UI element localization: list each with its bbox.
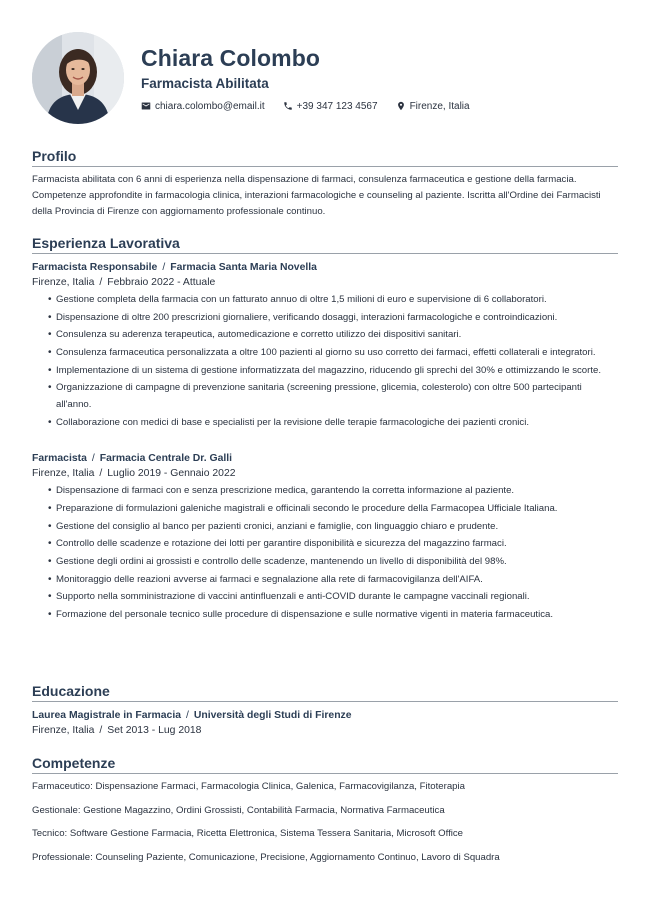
education-meta: Firenze, Italia / Set 2013 - Lug 2018 xyxy=(32,725,202,736)
list-item: • Gestione degli ordini ai grossisti e controllo delle scadenze, mantenendo un livello di disponibilità del 98%. xyxy=(48,554,618,571)
contact-location-text: Firenze, Italia xyxy=(409,100,470,112)
list-item: • Consulenza farmaceutica personalizzata a oltre 100 pazienti al giorno su uso corretto dei farmaci, effetti collaterali e integratori. xyxy=(48,345,618,362)
list-item: • Supporto nella somministrazione di vaccini antinfluenzali e anti-COVID durante le campagne vaccinali regionali. xyxy=(48,589,618,606)
phone-icon xyxy=(283,101,293,111)
mail-icon xyxy=(141,101,151,111)
skill-line: Farmaceutico: Dispensazione Farmaci, Farmacologia Clinica, Galenica, Farmacovigilanza, Fitoterapia xyxy=(32,781,465,792)
list-item: • Dispensazione di farmaci con e senza prescrizione medica, garantendo la corretta informazione al paziente. xyxy=(48,483,618,500)
contact-bar xyxy=(141,99,488,113)
job-title: Farmacista Abilitata xyxy=(141,76,269,91)
education-location: Firenze, Italia xyxy=(32,725,95,736)
job-entry xyxy=(32,451,618,623)
education-heading: Laurea Magistrale in Farmacia / Università degli Studi di Firenze xyxy=(32,710,352,721)
education-degree: Laurea Magistrale in Farmacia xyxy=(32,710,181,721)
experience-section xyxy=(32,235,618,625)
contact-email[interactable] xyxy=(141,101,265,112)
section-title-profile: Profilo xyxy=(32,148,618,167)
contact-phone[interactable] xyxy=(283,101,378,112)
job-role: Farmacista xyxy=(32,453,87,465)
list-item: • Dispensazione di oltre 200 prescrizioni giornaliere, verificando dosaggi, interazioni farmacologiche e controindicazioni. xyxy=(48,310,618,327)
skill-line: Tecnico: Software Gestione Farmacia, Ricetta Elettronica, Sistema Tessera Sanitaria, Microsoft Office xyxy=(32,828,464,839)
contact-phone-text: +39 347 123 4567 xyxy=(296,100,378,112)
job-company: Farmacia Santa Maria Novella xyxy=(170,262,317,273)
skill-line: Gestionale: Gestione Magazzino, Ordini Grossisti, Contabilità Farmacia, Normativa Farmaceutica xyxy=(32,804,445,816)
job-heading: Farmacista Responsabile / Farmacia Santa Maria Novella xyxy=(32,262,317,273)
list-item: • Preparazione di formulazioni galeniche magistrali e officinali secondo le procedure della Farmacopea Ufficiale Italiana. xyxy=(48,501,618,518)
section-title-education: Educazione xyxy=(32,683,618,702)
profile-section xyxy=(32,148,618,220)
list-item: • Collaborazione con medici di base e specialisti per la revisione delle terapie farmacologiche dei pazienti cronici. xyxy=(48,415,618,432)
job-entry xyxy=(32,260,618,431)
person-name: Chiara Colombo xyxy=(141,45,321,71)
education-section xyxy=(32,683,618,740)
job-location: Firenze, Italia xyxy=(32,277,95,288)
list-item: • Organizzazione di campagne di prevenzione sanitaria (screening pressione, glicemia, colesterolo) con oltre 500 partecipanti all'anno. xyxy=(48,380,618,413)
list-item: • Gestione completa della farmacia con un fatturato annuo di oltre 1,5 milioni di euro e supervisione di 6 collaboratori. xyxy=(48,292,618,309)
list-item: • Gestione del consiglio al banco per pazienti cronici, anziani e famiglie, con linguaggio chiaro e prudente. xyxy=(48,519,618,536)
education-period: Set 2013 - Lug 2018 xyxy=(107,725,202,736)
job-company: Farmacia Centrale Dr. Galli xyxy=(99,453,233,465)
job-period: Febbraio 2022 - Attuale xyxy=(107,277,216,288)
list-item: • Implementazione di un sistema di gestione informatizzata del magazzino, riducendo gli sprechi del 30% e ottimizzando le scorte. xyxy=(48,363,618,380)
avatar xyxy=(32,32,124,124)
job-meta: Firenze, Italia / Febbraio 2022 - Attuale xyxy=(32,277,216,288)
list-item: • Formazione del personale tecnico sulle procedure di dispensazione e sulle normative vigenti in materia farmaceutica. xyxy=(48,607,618,624)
job-bullets xyxy=(32,483,618,623)
job-bullets xyxy=(32,292,618,431)
job-meta: Firenze, Italia / Luglio 2019 - Gennaio 2022 xyxy=(32,468,236,480)
skills-section xyxy=(32,755,618,873)
pin-icon xyxy=(396,101,406,111)
education-school: Università degli Studi di Firenze xyxy=(193,710,352,721)
portrait-photo xyxy=(32,32,124,124)
resume-header xyxy=(32,32,622,124)
list-item: • Consulenza su aderenza terapeutica, automedicazione e corretto utilizzo dei dispositivi sanitari. xyxy=(48,327,618,344)
list-item: • Controllo delle scadenze e rotazione dei lotti per garantire disponibilità e sicurezza del magazzino farmaci. xyxy=(48,536,618,553)
job-role: Farmacista Responsabile xyxy=(32,262,158,273)
contact-email-text: chiara.colombo@email.it xyxy=(155,100,265,112)
job-period: Luglio 2019 - Gennaio 2022 xyxy=(107,468,236,480)
job-heading: Farmacista / Farmacia Centrale Dr. Galli xyxy=(32,453,233,465)
section-title-skills: Competenze xyxy=(32,755,618,774)
skill-line: Professionale: Counseling Paziente, Comunicazione, Precisione, Aggiornamento Continuo, Lavoro di Squadra xyxy=(32,851,500,863)
job-location: Firenze, Italia xyxy=(32,468,95,480)
section-title-experience: Esperienza Lavorativa xyxy=(32,235,618,254)
education-entry xyxy=(32,708,618,738)
contact-location xyxy=(396,101,470,112)
profile-text: Farmacista abilitata con 6 anni di esperienza nella dispensazione di farmaci, consulenza farmaceutica e gestione della farmacia. Competenze approfondite in farmacologia clinica, interazioni farmacologiche e counseling al paziente. Iscritta all'Ordine dei Farmacisti della Provincia di Firenze con aggiornamento professionale continuo. xyxy=(32,174,601,217)
list-item: • Monitoraggio delle reazioni avverse ai farmaci e segnalazione alla rete di farmacovigilanza dell'AIFA. xyxy=(48,572,618,589)
